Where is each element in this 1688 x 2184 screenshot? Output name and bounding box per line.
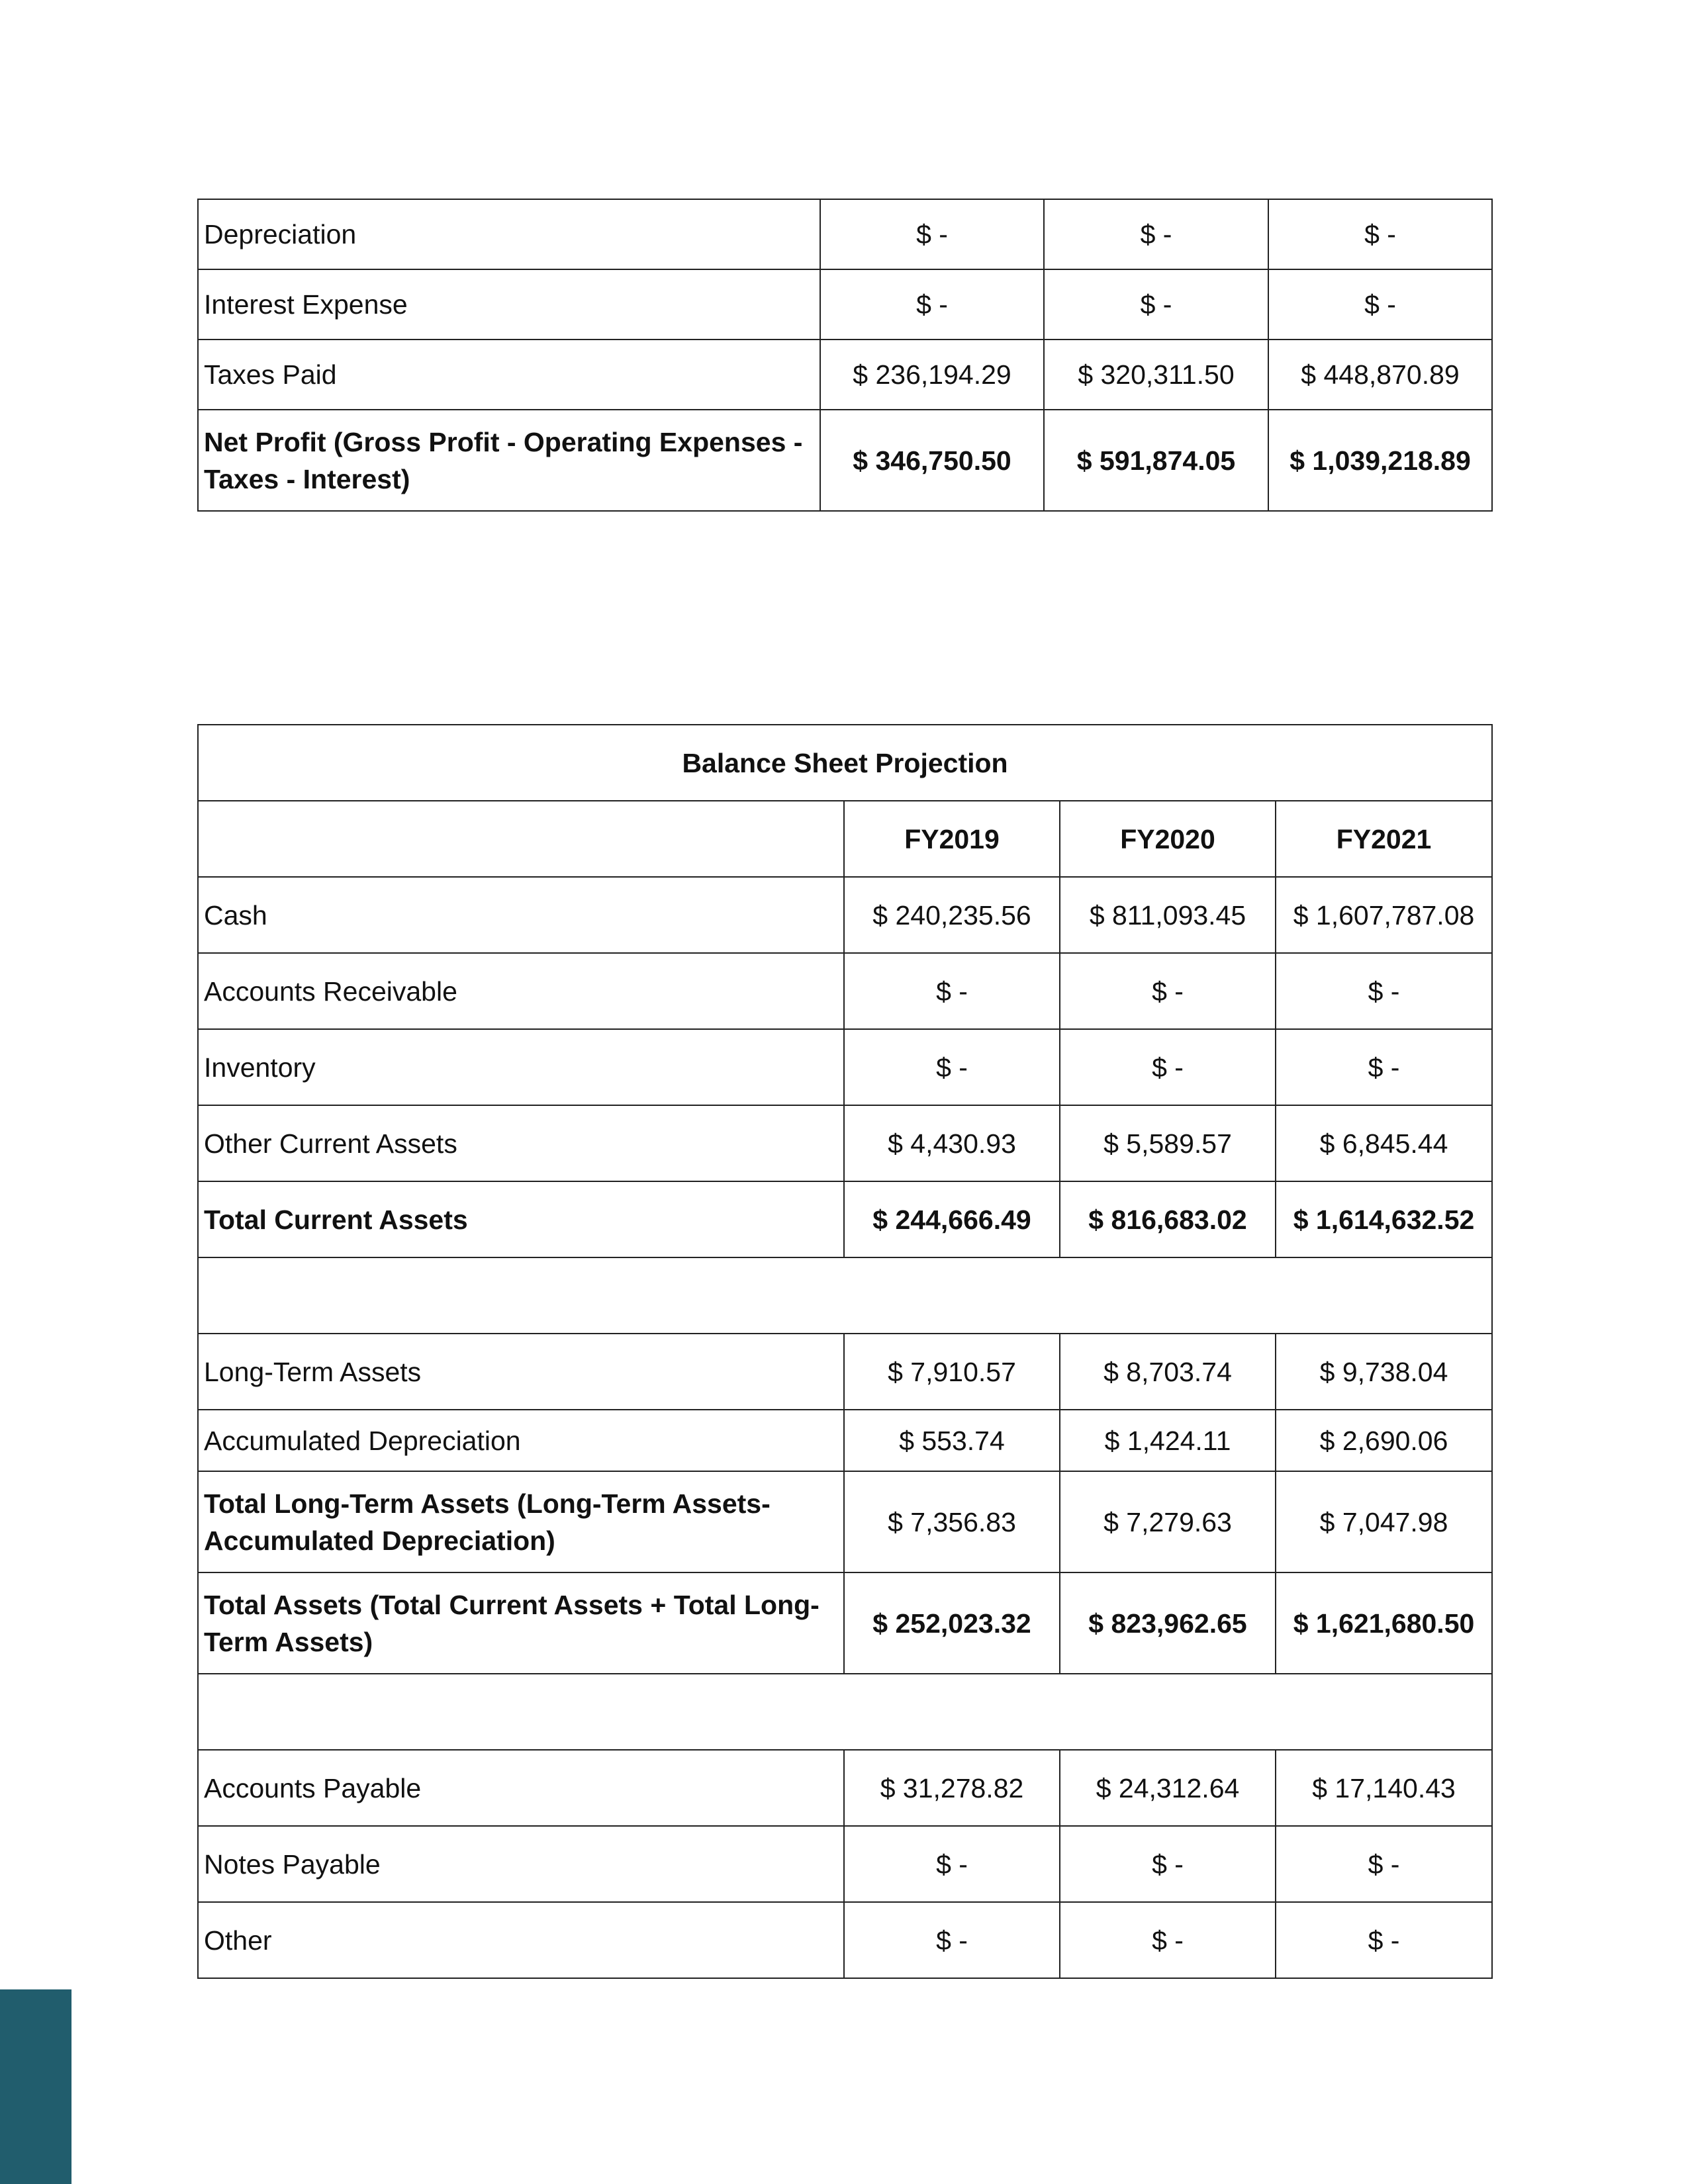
spacer-cell bbox=[198, 1674, 1492, 1750]
cell-value: $ 448,870.89 bbox=[1268, 340, 1492, 410]
cell-value: $ - bbox=[1276, 1826, 1492, 1902]
table-row bbox=[198, 953, 1492, 1029]
cell-value: $ 7,356.83 bbox=[844, 1471, 1060, 1572]
cell-value: $ 4,430.93 bbox=[844, 1105, 1060, 1181]
row-label: Inventory bbox=[198, 1029, 844, 1105]
cell-value: $ - bbox=[1060, 1029, 1276, 1105]
table-row bbox=[198, 1826, 1492, 1902]
cell-value: $ - bbox=[1268, 269, 1492, 340]
cell-value: $ - bbox=[1044, 199, 1268, 269]
column-header: FY2020 bbox=[1060, 801, 1276, 877]
cell-value: $ - bbox=[1060, 953, 1276, 1029]
cell-value: $ - bbox=[820, 269, 1044, 340]
cell-value: $ - bbox=[844, 953, 1060, 1029]
table-row-total bbox=[198, 410, 1492, 511]
balance-sheet-table bbox=[197, 724, 1493, 1979]
cell-value: $ 1,039,218.89 bbox=[1268, 410, 1492, 511]
row-label: Accounts Payable bbox=[198, 1750, 844, 1826]
spacer-row bbox=[198, 1257, 1492, 1334]
cell-value: $ 816,683.02 bbox=[1060, 1181, 1276, 1257]
row-label: Accounts Receivable bbox=[198, 953, 844, 1029]
cell-value: $ - bbox=[1276, 1029, 1492, 1105]
cell-value: $ 7,047.98 bbox=[1276, 1471, 1492, 1572]
table-header-row bbox=[198, 801, 1492, 877]
spacer-row bbox=[198, 1674, 1492, 1750]
spacer-cell bbox=[198, 1257, 1492, 1334]
table-row bbox=[198, 1471, 1492, 1572]
table-row bbox=[198, 1750, 1492, 1826]
cell-value: $ - bbox=[1060, 1826, 1276, 1902]
table-row bbox=[198, 877, 1492, 953]
cell-value: $ 823,962.65 bbox=[1060, 1572, 1276, 1674]
cell-value: $ 811,093.45 bbox=[1060, 877, 1276, 953]
row-label: Notes Payable bbox=[198, 1826, 844, 1902]
row-label: Long-Term Assets bbox=[198, 1334, 844, 1410]
table-title-row bbox=[198, 725, 1492, 801]
cell-value: $ 320,311.50 bbox=[1044, 340, 1268, 410]
cell-value: $ 8,703.74 bbox=[1060, 1334, 1276, 1410]
cell-value: $ 346,750.50 bbox=[820, 410, 1044, 511]
cell-value: $ 7,279.63 bbox=[1060, 1471, 1276, 1572]
table-row bbox=[198, 1334, 1492, 1410]
cell-value: $ 553.74 bbox=[844, 1410, 1060, 1471]
cell-value: $ - bbox=[844, 1902, 1060, 1978]
cell-value: $ - bbox=[1044, 269, 1268, 340]
income-statement-table bbox=[197, 199, 1493, 512]
cell-value: $ 24,312.64 bbox=[1060, 1750, 1276, 1826]
row-label: Total Current Assets bbox=[198, 1181, 844, 1257]
row-label: Depreciation bbox=[198, 199, 820, 269]
cell-value: $ 6,845.44 bbox=[1276, 1105, 1492, 1181]
table-row bbox=[198, 199, 1492, 269]
table-row bbox=[198, 1410, 1492, 1471]
table-row bbox=[198, 340, 1492, 410]
row-label: Net Profit (Gross Profit - Operating Expenses - Taxes - Interest) bbox=[198, 410, 820, 511]
cell-value: $ 31,278.82 bbox=[844, 1750, 1060, 1826]
table-row bbox=[198, 269, 1492, 340]
cell-value: $ 1,424.11 bbox=[1060, 1410, 1276, 1471]
column-header: FY2019 bbox=[844, 801, 1060, 877]
cell-value: $ - bbox=[1276, 1902, 1492, 1978]
row-label: Accumulated Depreciation bbox=[198, 1410, 844, 1471]
cell-value: $ - bbox=[1276, 953, 1492, 1029]
table-row-total bbox=[198, 1572, 1492, 1674]
cell-value: $ 240,235.56 bbox=[844, 877, 1060, 953]
corner-accent-bar bbox=[0, 1989, 71, 2184]
cell-value: $ 9,738.04 bbox=[1276, 1334, 1492, 1410]
cell-value: $ 7,910.57 bbox=[844, 1334, 1060, 1410]
row-label: Other Current Assets bbox=[198, 1105, 844, 1181]
row-label: Other bbox=[198, 1902, 844, 1978]
cell-value: $ 244,666.49 bbox=[844, 1181, 1060, 1257]
table-row bbox=[198, 1105, 1492, 1181]
cell-value: $ - bbox=[1268, 199, 1492, 269]
row-label: Interest Expense bbox=[198, 269, 820, 340]
cell-value: $ 17,140.43 bbox=[1276, 1750, 1492, 1826]
row-label: Total Assets (Total Current Assets + Total Long-Term Assets) bbox=[198, 1572, 844, 1674]
cell-value: $ 2,690.06 bbox=[1276, 1410, 1492, 1471]
cell-value: $ 236,194.29 bbox=[820, 340, 1044, 410]
cell-value: $ - bbox=[820, 199, 1044, 269]
header-blank-cell bbox=[198, 801, 844, 877]
cell-value: $ 1,621,680.50 bbox=[1276, 1572, 1492, 1674]
table-row bbox=[198, 1902, 1492, 1978]
cell-value: $ - bbox=[844, 1826, 1060, 1902]
table-title: Balance Sheet Projection bbox=[198, 725, 1492, 801]
cell-value: $ 1,614,632.52 bbox=[1276, 1181, 1492, 1257]
row-label: Cash bbox=[198, 877, 844, 953]
cell-value: $ 5,589.57 bbox=[1060, 1105, 1276, 1181]
column-header: FY2021 bbox=[1276, 801, 1492, 877]
table-row bbox=[198, 1029, 1492, 1105]
table-row-total bbox=[198, 1181, 1492, 1257]
cell-value: $ 591,874.05 bbox=[1044, 410, 1268, 511]
cell-value: $ - bbox=[1060, 1902, 1276, 1978]
row-label: Total Long-Term Assets (Long-Term Assets-Accumulated Depreciation) bbox=[198, 1471, 844, 1572]
cell-value: $ 252,023.32 bbox=[844, 1572, 1060, 1674]
row-label: Taxes Paid bbox=[198, 340, 820, 410]
cell-value: $ - bbox=[844, 1029, 1060, 1105]
cell-value: $ 1,607,787.08 bbox=[1276, 877, 1492, 953]
